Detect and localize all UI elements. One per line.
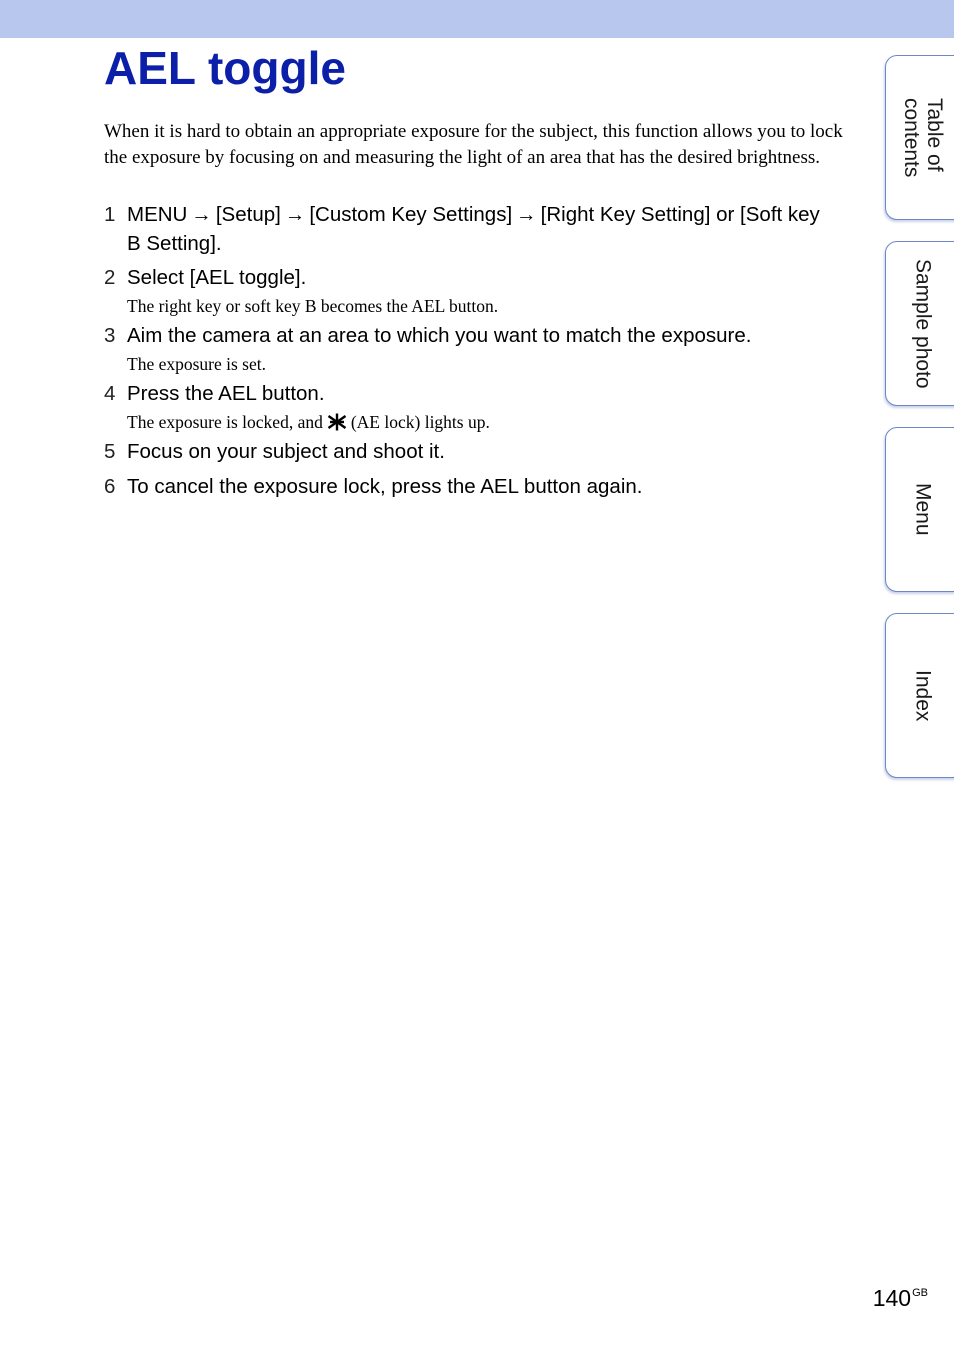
tab-label: Index — [911, 669, 935, 722]
step-text: Focus on your subject and shoot it. — [127, 440, 445, 463]
step-1 — [104, 200, 834, 258]
page-number-suffix: GB — [912, 1287, 928, 1299]
step-text: Aim the camera at an area to which you want to match the exposure. — [127, 324, 752, 347]
step-4-note — [127, 411, 490, 433]
arrow-right-icon: → — [191, 203, 212, 226]
arrow-right-icon: → — [284, 203, 306, 226]
tab-label: Sample photo — [911, 258, 935, 389]
page-number-value: 140 — [872, 1285, 912, 1311]
menu-path-menu: MENU — [127, 203, 188, 226]
intro-paragraph: When it is hard to obtain an appropriate exposure for the subject, this function allows you to lock the exposure by focusing on and measuring the light of an area that has the desired brightness. — [104, 121, 843, 168]
step-text — [127, 200, 834, 258]
tab-sample-photo[interactable] — [885, 241, 954, 406]
step-5 — [104, 437, 834, 466]
step-6 — [104, 472, 834, 501]
step-3 — [104, 321, 834, 350]
note-text-before: The exposure is locked, and — [127, 412, 323, 432]
step-text: To cancel the exposure lock, press the AEL button again. — [127, 475, 643, 498]
menu-path-setup: [Setup] — [215, 203, 281, 226]
menu-path-custom-key-settings: [Custom Key Settings] — [309, 203, 513, 226]
step-number: 3 — [104, 324, 116, 347]
tab-label: Table of contents — [900, 97, 946, 178]
step-text: Select [AEL toggle]. — [127, 266, 307, 289]
step-2 — [104, 263, 834, 292]
arrow-right-icon: → — [516, 203, 537, 226]
note-text-after: (AE lock) lights up. — [350, 412, 490, 432]
tab-index[interactable] — [885, 613, 954, 778]
step-number: 4 — [104, 382, 116, 405]
page-number — [873, 1278, 928, 1313]
ae-lock-icon — [327, 413, 347, 431]
step-number: 6 — [104, 475, 116, 498]
tab-menu[interactable] — [885, 427, 954, 592]
step-3-note: The exposure is set. — [127, 354, 266, 374]
top-color-band — [0, 0, 954, 38]
page-title: AEL toggle — [104, 42, 346, 94]
step-number: 2 — [104, 266, 116, 289]
step-2-note: The right key or soft key B becomes the AEL button. — [127, 296, 499, 316]
tab-table-of-contents[interactable] — [885, 55, 954, 220]
step-4 — [104, 379, 834, 408]
step-number: 1 — [104, 203, 116, 226]
tab-label: Menu — [911, 483, 935, 536]
menu-path-right-key-setting: [Right Key Setting] or [Soft key B Setting]. — [127, 203, 820, 255]
step-number: 5 — [104, 440, 116, 463]
step-text: Press the AEL button. — [127, 382, 325, 405]
